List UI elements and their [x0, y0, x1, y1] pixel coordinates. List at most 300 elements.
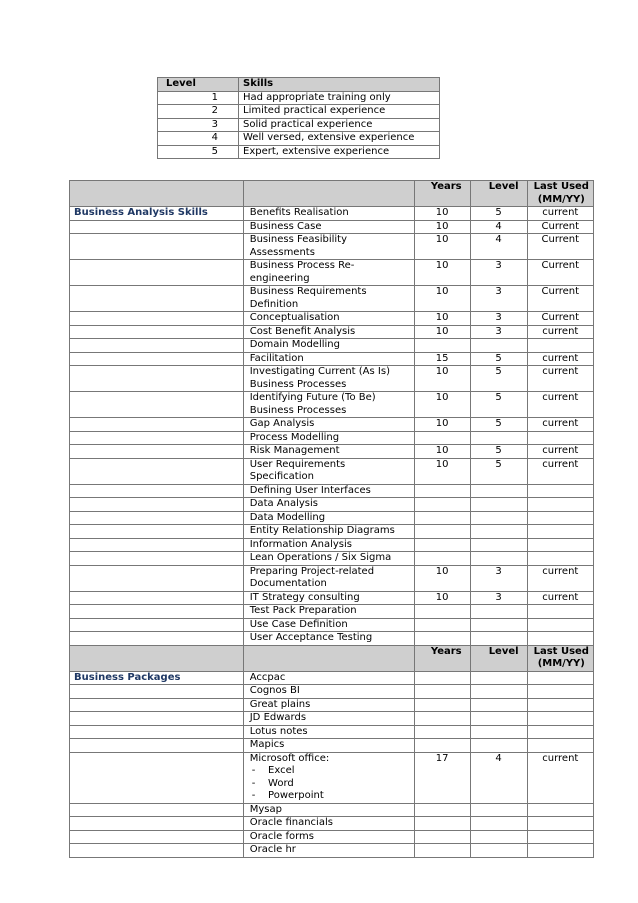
skill-cell: [243, 803, 414, 817]
last-used-cell: current: [527, 418, 593, 432]
table-row: [70, 739, 594, 753]
skill-cell: [243, 712, 414, 726]
legend-header-row: [158, 78, 440, 92]
table-row: [70, 803, 594, 817]
years-header: Years: [414, 645, 470, 671]
skill-name: Facilitation: [249, 352, 304, 364]
skill-name: IT Strategy consulting: [249, 591, 360, 603]
years-cell: 10: [414, 366, 470, 392]
section-blank-cell: [70, 605, 244, 619]
skills-table: [69, 180, 594, 858]
level-cell: 3: [470, 260, 527, 286]
section-blank-cell: [70, 803, 244, 817]
level-cell: [470, 817, 527, 831]
level-cell: 3: [470, 286, 527, 312]
table-row: [70, 234, 594, 260]
level-cell: [470, 605, 527, 619]
level-header: Level: [470, 645, 527, 671]
section-blank-cell: [70, 538, 244, 552]
skill-cell: [243, 632, 414, 646]
skill-name: Mapics: [249, 739, 285, 750]
years-cell: [414, 552, 470, 566]
last-used-cell: [527, 484, 593, 498]
section-blank-cell: [70, 752, 244, 803]
section-blank-cell: [70, 352, 244, 366]
skill-cell: [243, 325, 414, 339]
section-blank-cell: [70, 458, 244, 484]
level-header: Level: [470, 181, 527, 207]
skill-name: Entity Relationship Diagrams: [249, 525, 395, 536]
last-used-format: (MM/YY): [537, 658, 585, 669]
skill-name: JD Edwards: [249, 712, 307, 723]
skill-cell: [243, 671, 414, 685]
skill-name: Business Case: [249, 220, 322, 232]
section-blank-cell: [70, 312, 244, 326]
skill-cell: [243, 312, 414, 326]
skill-cell: [243, 605, 414, 619]
last-used-cell: current: [527, 207, 593, 221]
table-row: [70, 220, 594, 234]
skill-name: Cost Benefit Analysis: [249, 325, 356, 337]
legend-level-header: Level: [158, 78, 239, 92]
last-used-cell: [527, 817, 593, 831]
skill-name: Lotus notes: [249, 725, 308, 737]
last-used-cell: [527, 525, 593, 539]
skill-name: Microsoft office:: [249, 752, 330, 764]
skill-name-cont: Documentation: [249, 578, 327, 589]
skill-cell: [243, 418, 414, 432]
years-cell: [414, 739, 470, 753]
section-title: Business Packages: [70, 671, 244, 685]
section-blank-cell: [70, 498, 244, 512]
legend-level: 4: [158, 132, 239, 146]
skill-name: Business Process Re-engineering: [249, 260, 355, 284]
years-cell: 17: [414, 752, 470, 803]
last-used-cell: Current: [527, 312, 593, 326]
last-used-cell: current: [527, 591, 593, 605]
skill-name: Data Modelling: [249, 511, 326, 523]
years-cell: [414, 605, 470, 619]
skill-cell: [243, 591, 414, 605]
years-cell: 10: [414, 286, 470, 312]
skill-name: Cognos BI: [249, 685, 300, 696]
last-used-cell: [527, 552, 593, 566]
skill-cell: [243, 366, 414, 392]
skill-name: Great plains: [249, 698, 311, 710]
years-cell: [414, 685, 470, 699]
section-blank-cell: [70, 632, 244, 646]
table-row: [70, 339, 594, 353]
last-used-cell: [527, 671, 593, 685]
level-cell: 5: [470, 366, 527, 392]
skill-cell: [243, 618, 414, 632]
table-header-row: [70, 645, 594, 671]
level-cell: [470, 725, 527, 739]
years-cell: 10: [414, 312, 470, 326]
header-blank-cell: [243, 645, 414, 671]
level-cell: 5: [470, 352, 527, 366]
skill-name: Business Feasibility Assessments: [249, 234, 348, 258]
section-blank-cell: [70, 739, 244, 753]
table-row: [70, 685, 594, 699]
last-used-cell: [527, 725, 593, 739]
skill-cell: [243, 207, 414, 221]
years-cell: [414, 817, 470, 831]
level-cell: 5: [470, 458, 527, 484]
level-cell: [470, 618, 527, 632]
level-cell: [470, 844, 527, 858]
last-used-label: Last Used: [533, 181, 589, 192]
years-cell: 10: [414, 234, 470, 260]
section-blank-cell: [70, 712, 244, 726]
skill-name: Investigating Current (As Is): [249, 366, 390, 377]
section-blank-cell: [70, 366, 244, 392]
last-used-header: [527, 181, 593, 207]
table-row: [70, 552, 594, 566]
level-cell: [470, 698, 527, 712]
section-blank-cell: [70, 552, 244, 566]
level-cell: [470, 712, 527, 726]
last-used-label: Last Used: [533, 645, 589, 657]
level-cell: 4: [470, 234, 527, 260]
skill-cell: [243, 220, 414, 234]
section-blank-cell: [70, 339, 244, 353]
last-used-cell: [527, 803, 593, 817]
table-row: [70, 618, 594, 632]
level-cell: 3: [470, 565, 527, 591]
skill-cell: [243, 844, 414, 858]
years-cell: 15: [414, 352, 470, 366]
table-row: [70, 366, 594, 392]
table-row: [70, 565, 594, 591]
years-cell: [414, 538, 470, 552]
legend-skill: Limited practical experience: [239, 105, 440, 119]
skill-name: Data Analysis: [249, 498, 318, 509]
table-row: [70, 445, 594, 459]
years-cell: [414, 632, 470, 646]
skill-cell: [243, 739, 414, 753]
table-row: [70, 671, 594, 685]
level-cell: [470, 685, 527, 699]
section-blank-cell: [70, 234, 244, 260]
skill-name: Information Analysis: [249, 538, 352, 550]
legend-row: [158, 132, 440, 146]
header-blank-cell: [70, 181, 244, 207]
last-used-cell: [527, 712, 593, 726]
last-used-cell: [527, 605, 593, 619]
level-cell: [470, 339, 527, 353]
last-used-cell: [527, 498, 593, 512]
level-cell: 5: [470, 418, 527, 432]
level-cell: [470, 830, 527, 844]
section-blank-cell: [70, 484, 244, 498]
last-used-cell: [527, 698, 593, 712]
years-cell: [414, 498, 470, 512]
last-used-cell: current: [527, 352, 593, 366]
skill-cell: [243, 260, 414, 286]
skill-name-cont: Business Processes: [249, 404, 347, 416]
level-cell: 4: [470, 752, 527, 803]
section-blank-cell: [70, 445, 244, 459]
skill-name: Business Requirements Definition: [249, 286, 367, 310]
table-row: [70, 632, 594, 646]
table-row: [70, 498, 594, 512]
table-header-row: [70, 181, 594, 207]
skill-cell: [243, 698, 414, 712]
skill-cell: [243, 525, 414, 539]
table-row: [70, 312, 594, 326]
skill-name: Oracle forms: [249, 830, 314, 842]
section-blank-cell: [70, 685, 244, 699]
last-used-cell: Current: [527, 286, 593, 312]
last-used-cell: current: [527, 752, 593, 803]
table-row: [70, 830, 594, 844]
header-blank-cell: [70, 645, 244, 671]
header-blank-cell: [243, 181, 414, 207]
table-row: [70, 525, 594, 539]
skill-name: Identifying Future (To Be): [249, 392, 376, 403]
legend-row: [158, 91, 440, 105]
last-used-header: [527, 645, 593, 671]
years-cell: 10: [414, 445, 470, 459]
skill-cell: [243, 565, 414, 591]
skill-name: User Requirements Specification: [249, 458, 346, 482]
years-cell: [414, 698, 470, 712]
table-row: [70, 817, 594, 831]
last-used-cell: current: [527, 392, 593, 418]
level-cell: [470, 552, 527, 566]
table-row: [70, 538, 594, 552]
table-row: [70, 698, 594, 712]
years-cell: 10: [414, 418, 470, 432]
years-cell: [414, 712, 470, 726]
level-cell: [470, 484, 527, 498]
skill-bullet: - Powerpoint: [251, 790, 324, 801]
last-used-cell: current: [527, 366, 593, 392]
section-title: Business Analysis Skills: [70, 207, 244, 221]
skill-cell: [243, 431, 414, 445]
skill-cell: [243, 725, 414, 739]
level-cell: [470, 498, 527, 512]
skill-name: Accpac: [249, 671, 286, 683]
table-row: [70, 431, 594, 445]
skill-cell: [243, 552, 414, 566]
skill-bullet: - Excel: [251, 765, 295, 776]
years-cell: [414, 671, 470, 685]
years-cell: 10: [414, 260, 470, 286]
last-used-cell: [527, 685, 593, 699]
last-used-cell: [527, 339, 593, 353]
last-used-cell: current: [527, 445, 593, 459]
years-cell: [414, 725, 470, 739]
skill-name: User Acceptance Testing: [249, 632, 373, 643]
last-used-cell: [527, 511, 593, 525]
level-cell: [470, 525, 527, 539]
skill-name: Risk Management: [249, 445, 340, 456]
skill-cell: [243, 352, 414, 366]
skill-bullet: - Word: [251, 777, 294, 789]
years-cell: 10: [414, 325, 470, 339]
skill-name: Benefits Realisation: [249, 207, 349, 218]
skill-name: Conceptualisation: [249, 312, 340, 323]
years-cell: [414, 339, 470, 353]
skill-cell: [243, 484, 414, 498]
skill-name: Lean Operations / Six Sigma: [249, 552, 392, 563]
legend-skill: Solid practical experience: [239, 118, 440, 132]
years-cell: 10: [414, 207, 470, 221]
skill-cell: [243, 498, 414, 512]
skill-cell: [243, 339, 414, 353]
skill-name: Use Case Definition: [249, 618, 348, 630]
skill-cell: [243, 830, 414, 844]
years-cell: 10: [414, 220, 470, 234]
years-cell: [414, 484, 470, 498]
skill-name: Test Pack Preparation: [249, 605, 357, 616]
skill-name-cont: Business Processes: [249, 378, 347, 390]
last-used-cell: [527, 538, 593, 552]
level-cell: [470, 538, 527, 552]
table-row: [70, 511, 594, 525]
section-blank-cell: [70, 698, 244, 712]
skill-cell: [243, 445, 414, 459]
level-cell: 5: [470, 392, 527, 418]
section-blank-cell: [70, 511, 244, 525]
years-cell: [414, 830, 470, 844]
years-cell: [414, 844, 470, 858]
legend-skill: Well versed, extensive experience: [239, 132, 440, 146]
section-blank-cell: [70, 565, 244, 591]
legend-skill: Expert, extensive experience: [239, 145, 440, 159]
section-blank-cell: [70, 325, 244, 339]
table-row: [70, 418, 594, 432]
years-cell: [414, 803, 470, 817]
level-cell: 3: [470, 591, 527, 605]
table-row: [70, 352, 594, 366]
years-cell: 10: [414, 565, 470, 591]
years-cell: [414, 618, 470, 632]
last-used-format: (MM/YY): [537, 193, 585, 205]
skill-cell: [243, 511, 414, 525]
last-used-cell: [527, 431, 593, 445]
years-cell: [414, 431, 470, 445]
skill-cell: [243, 234, 414, 260]
last-used-cell: [527, 830, 593, 844]
legend-row: [158, 118, 440, 132]
last-used-cell: [527, 632, 593, 646]
skill-name: Oracle hr: [249, 844, 296, 855]
level-cell: 4: [470, 220, 527, 234]
legend-level: 3: [158, 118, 239, 132]
skill-cell: [243, 685, 414, 699]
years-cell: 10: [414, 392, 470, 418]
years-cell: 10: [414, 458, 470, 484]
legend-level: 2: [158, 105, 239, 119]
skill-cell: [243, 286, 414, 312]
last-used-cell: [527, 844, 593, 858]
level-cell: [470, 632, 527, 646]
skill-name: Defining User Interfaces: [249, 484, 371, 496]
skill-cell: [243, 392, 414, 418]
section-blank-cell: [70, 260, 244, 286]
table-row: [70, 591, 594, 605]
table-row: [70, 458, 594, 484]
last-used-cell: current: [527, 565, 593, 591]
last-used-cell: Current: [527, 260, 593, 286]
skill-cell: [243, 538, 414, 552]
table-row: [70, 207, 594, 221]
legend-row: [158, 145, 440, 159]
section-blank-cell: [70, 431, 244, 445]
skill-cell: [243, 752, 414, 803]
legend-level: 5: [158, 145, 239, 159]
years-cell: [414, 511, 470, 525]
years-cell: 10: [414, 591, 470, 605]
skill-name: Mysap: [249, 803, 282, 815]
skill-name: Domain Modelling: [249, 339, 340, 350]
table-row: [70, 392, 594, 418]
section-blank-cell: [70, 817, 244, 831]
table-row: [70, 712, 594, 726]
section-blank-cell: [70, 525, 244, 539]
last-used-cell: [527, 739, 593, 753]
table-row: [70, 260, 594, 286]
table-row: [70, 286, 594, 312]
table-row: [70, 605, 594, 619]
skill-cell: [243, 458, 414, 484]
section-blank-cell: [70, 220, 244, 234]
skill-name: Oracle financials: [249, 817, 333, 828]
table-row: [70, 725, 594, 739]
years-cell: [414, 525, 470, 539]
legend-row: [158, 105, 440, 119]
legend-skill: Had appropriate training only: [239, 91, 440, 105]
last-used-cell: current: [527, 458, 593, 484]
section-blank-cell: [70, 286, 244, 312]
table-row: [70, 325, 594, 339]
level-cell: [470, 511, 527, 525]
section-blank-cell: [70, 591, 244, 605]
skill-cell: [243, 817, 414, 831]
last-used-cell: current: [527, 325, 593, 339]
skill-name: Preparing Project-related: [249, 565, 375, 577]
level-cell: 5: [470, 445, 527, 459]
legend-level: 1: [158, 91, 239, 105]
level-cell: 3: [470, 325, 527, 339]
section-blank-cell: [70, 418, 244, 432]
skill-name: Process Modelling: [249, 431, 340, 443]
last-used-cell: Current: [527, 220, 593, 234]
last-used-cell: [527, 618, 593, 632]
level-cell: [470, 671, 527, 685]
last-used-cell: Current: [527, 234, 593, 260]
section-blank-cell: [70, 844, 244, 858]
years-header: Years: [414, 181, 470, 207]
section-blank-cell: [70, 830, 244, 844]
skill-level-legend: [157, 77, 440, 159]
level-cell: 5: [470, 207, 527, 221]
level-cell: 3: [470, 312, 527, 326]
legend-skills-header: Skills: [239, 78, 440, 92]
level-cell: [470, 739, 527, 753]
section-blank-cell: [70, 392, 244, 418]
table-row: [70, 484, 594, 498]
table-row: [70, 844, 594, 858]
level-cell: [470, 431, 527, 445]
level-cell: [470, 803, 527, 817]
section-blank-cell: [70, 725, 244, 739]
skill-name: Gap Analysis: [249, 418, 315, 429]
table-row: [70, 752, 594, 803]
